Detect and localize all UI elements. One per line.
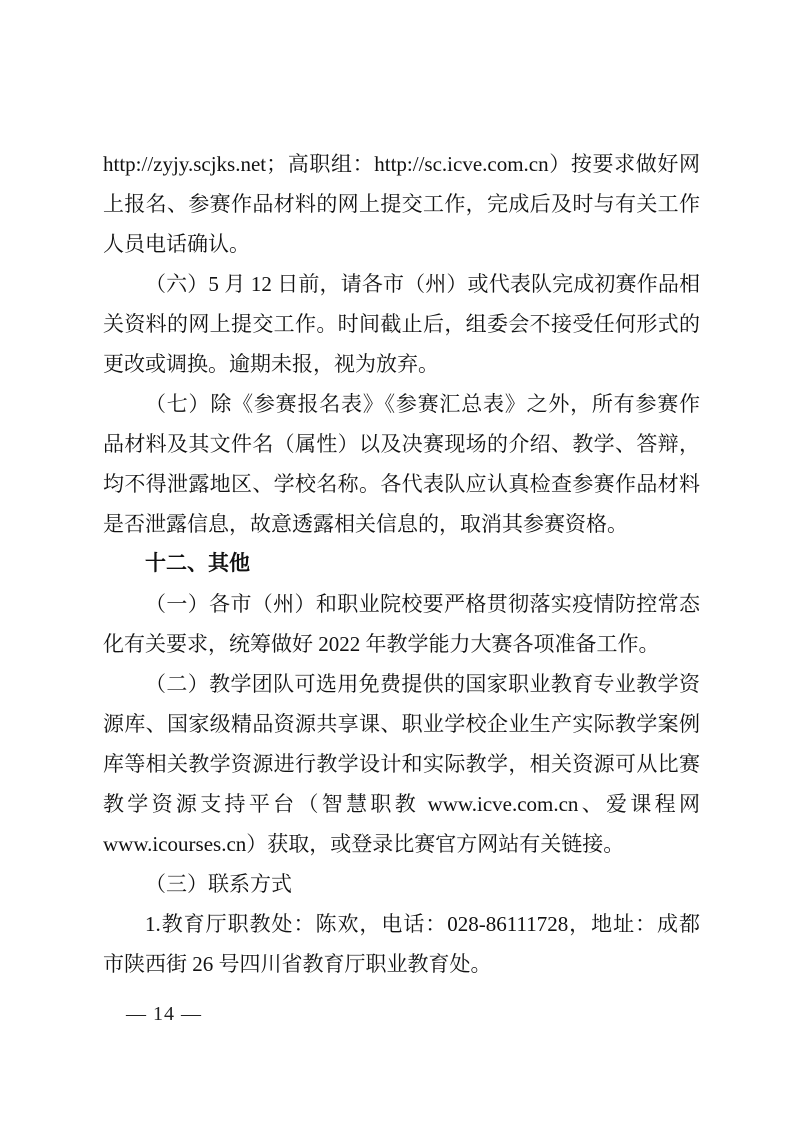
document-body bbox=[103, 144, 700, 984]
paragraph-item-7: （七）除《参赛报名表》《参赛汇总表》之外，所有参赛作品材料及其文件名（属性）以及决赛现场的介绍、教学、答辩，均不得泄露地区、学校名称。各代表队应认真检查参赛作品材料是否泄露信息，故意透露相关信息的，取消其参赛资格。 bbox=[103, 392, 700, 536]
page-number: — 14 — bbox=[126, 1003, 202, 1025]
paragraph-item-1: （一）各市（州）和职业院校要严格贯彻落实疫情防控常态化有关要求，统筹做好 2022 年教学能力大赛各项准备工作。 bbox=[103, 592, 700, 656]
paragraph-item-2: （二）教学团队可选用免费提供的国家职业教育专业教学资源库、国家级精品资源共享课、职业学校企业生产实际教学案例库等相关教学资源进行教学设计和实际教学，相关资源可从比赛教学资源支持平台（智慧职教 www.icve.com.cn、爱课程网 www.icourses.cn）获取，或登录比赛官方网站有关链接。 bbox=[103, 672, 700, 856]
paragraph-contact-1: 1.教育厅职教处：陈欢，电话：028-86111728，地址：成都市陕西街 26 号四川省教育厅职业教育处。 bbox=[103, 912, 700, 976]
paragraph-item-6: （六）5 月 12 日前，请各市（州）或代表队完成初赛作品相关资料的网上提交工作。时间截止后，组委会不接受任何形式的更改或调换。逾期未报，视为放弃。 bbox=[103, 272, 700, 376]
paragraph-continuation-urls: http://zyjy.scjks.net；高职组：http://sc.icve.com.cn）按要求做好网上报名、参赛作品材料的网上提交工作，完成后及时与有关工作人员电话确认。 bbox=[103, 152, 700, 256]
paragraph-item-3: （三）联系方式 bbox=[145, 872, 292, 896]
section-heading-12: 十二、其他 bbox=[145, 552, 250, 575]
